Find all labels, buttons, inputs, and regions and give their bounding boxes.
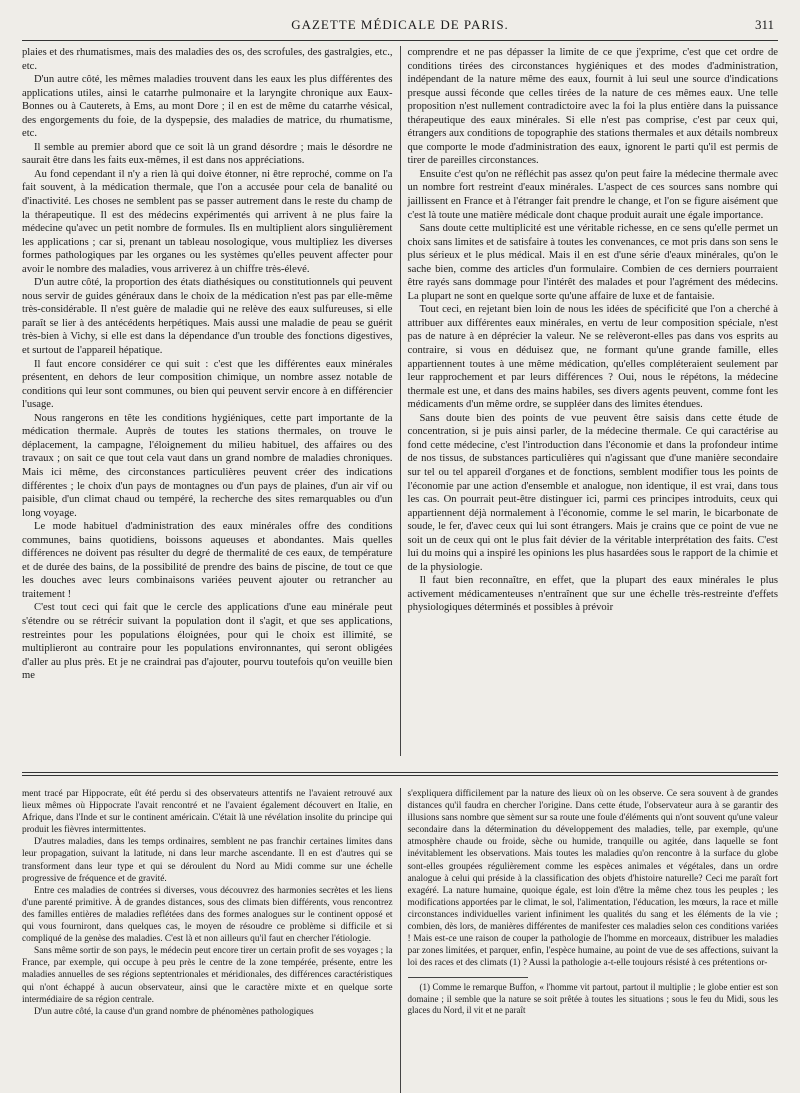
paragraph: Nous rangerons en tête les conditions hygiéniques, cette part importante de la médication thermale. Auprès de toutes les stations thermales, on trouve le déplacement, la campagne, l'éloignement du milieu habituel, des affaires ou des travaux ; on sait ce que tout cela vaut dans un grand nombre de maladies chroniques. Mais ici même, des circonstances particulières peuvent créer des indications différentes ; le choix d'un pays de montagnes ou d'un pays de plaines, d'un air vif ou paisible, d'un climat chaud ou tempéré, la recherche des sites remarquables ou d'un long voyage. (22, 412, 393, 519)
paragraph: Entre ces maladies de contrées si diverses, vous découvrez des harmonies secrètes et les liens d'une parenté primitive. À de grandes distances, sous des climats bien différents, vous rencontrez des familles entières de maladies reflétées dans des formes analogues sur le continent opposé et qui vous fourniront, dans quelques cas, le moyen de résoudre ce problème si difficile et si compliqué de la genèse des maladies. C'est là et non ailleurs qu'il faut en chercher l'étiologie. (22, 885, 393, 945)
paragraph: Ensuite c'est qu'on ne réfléchit pas assez qu'on peut faire la médecine thermale avec un nombre fort restreint d'eaux minérales. L'aspect de ces sources sans nombre qui jaillissent en France et à l'étranger fait prendre le change, et l'on se figure aisément que c'est là toute une matière médicale dont chaque produit aurait une égale importance. (407, 168, 778, 221)
paragraph: D'un autre côté, la proportion des états diathésiques ou constitutionnels qui peuvent nous servir de guides généraux dans le choix de la médication n'est pas par elle-même très-considérable. Il n'est guère de maladie qui ne relève des eaux sulfureuses, si elle paraît se lier à des antécédents herpétiques. Mais aussi une maladie de peau se guérit très-bien à Vichy, si elle est dans la dépendance d'un trouble des fonctions digestives, et surtout de l'appareil hépatique. (22, 277, 393, 357)
paragraph: D'un autre côté, les mêmes maladies trouvent dans les eaux les plus différentes des applications utiles, ainsi le catarrhe pulmonaire et la laryngite chronique aux Eaux-Bonnes ou à Cauterets, à Ems, au mont Dore ; il en est de même du catarrhe vésical, des engorgements du foie, de la dyspepsie, des maladies de matrice, du rhumatisme, etc. (22, 74, 393, 140)
section-divider (22, 772, 778, 776)
paragraph: Il faut bien reconnaître, en effet, que la plupart des eaux minérales le plus activement médicamenteuses n'entraînent que sur une échelle très-restreinte d'effets physiologiques déterminés et possibles à prévoir (407, 575, 778, 614)
paragraph: Sans doute cette multiplicité est une véritable richesse, en ce sens qu'elle permet un choix sans limites et de satisfaire à toutes les convenances, ce mot pris dans son sens le plus sérieux et le plus médical. Mais il en est d'une série d'eaux minérales, qu'on le sache bien, comme des articles d'un formulaire. Combien de ces derniers pourraient être rayés sans dommage pour l'intérêt des malades et pour l'agrément des médecins. La plupart ne sont en quelque sorte qu'une affaire de luxe et de fantaisie. (407, 223, 778, 302)
lower-section (22, 788, 778, 1093)
lower-right-column (401, 788, 779, 1093)
paragraph: ment tracé par Hippocrate, eût été perdu si des observateurs attentifs ne l'avaient retrouvé aux lieux mêmes où Hippocrate l'avait rencontré et ne l'avaient également découvert en Italie, en Afrique, dans l'Inde et sur le continent américain. C'était là une révélation insolite du principe qui produit les fièvres intermittentes. (22, 789, 393, 836)
paragraph: C'est tout ceci qui fait que le cercle des applications d'une eau minérale peut s'étendre ou se rétrécir suivant la population dont il s'agit, et que ses applications, restreintes pour les populations éloignées, pour qui le choix est illimité, se multiplieront au contraire pour les populations environnantes, qui seront obligées d'aller au plus près. Et je ne craindrai pas d'ajouter, pourvu toutefois qu'on veuille bien me (22, 602, 393, 682)
paragraph: D'autres maladies, dans les temps ordinaires, semblent ne pas franchir certaines limites dans leur propagation, suivant la latitude, ni dans leur marche ascendante. Il en est d'autres qui se transforment dans leur type et qui se déroulent du Nord au Midi comme sur une échelle progressive de fréquence et de gravité. (22, 837, 393, 884)
paragraph: Il faut encore considérer ce qui suit : c'est que les différentes eaux minérales présentent, en dehors de leur composition chimique, un nombre assez notable de conditions qui leur sont communes, ou bien qui peuvent servir encore à en différencier l'usage. (22, 358, 393, 411)
upper-right-column (401, 46, 779, 756)
page-header (22, 0, 778, 41)
footnote: (1) Comme le remarque Buffon, « l'homme vit partout, partout il multiplie ; le globe entier est son domaine ; il semble que la nature se soit prêtée à toutes les situations ; sous le feu du Midi, sous les glaces du Nord, il vit et ne paraît (407, 982, 778, 1016)
page-number: 311 (754, 17, 774, 32)
upper-section (22, 46, 778, 756)
paragraph: Tout ceci, en rejetant bien loin de nous les idées de spécificité que l'on a cherché à attribuer aux différentes eaux minérales, en vertu de leur composition spéciale, n'est pas de nature à en déprécier la valeur. Ne se relèveront-elles pas dans vos esprits au contraire, si vous en déduisez que, ne formant qu'une grande famille, elles appartiennent toutes à une même médication, qu'elles compléteraient seulement par leur rapprochement et par leurs différences ? Oui, nous le répétons, la médecine thermale est une, et dans des mains habiles, ses divers agents peuvent, comme font les médicaments d'un même ordre, se suppléer dans des limites étendues. (407, 304, 778, 411)
paragraph: Au fond cependant il n'y a rien là qui doive étonner, ni être reproché, comme on l'a fait souvent, à la médication thermale, que l'on a accusée pour cela de banalité ou d'inactivité. Les choses ne semblent pas se passer autrement dans le reste du champ de la thérapeutique. Il est des médecins expérimentés qui arrivent à ne plus faire la médecine qu'avec un petit nombre de formules. Ils en multiplient alors singulièrement les applications ; car si, prenant un tableau nosologique, vous multipliez les diverses formes pathologiques par les organes ou les systèmes qu'elles peuvent affecter pour avoir le nombre des maladies, vous arriverez à un chiffre très-élevé. (22, 168, 393, 275)
footnote-divider (408, 977, 528, 978)
paragraph: comprendre et ne pas dépasser la limite de ce que j'exprime, c'est que cet ordre de conditions tirées des circonstances hygiéniques et des modes d'administration, indépendant de la nature même des eaux, fournit à lui seul une source d'indications presque aussi féconde que celles tirées de la nature de ces mêmes eaux. Une telle proposition n'est nullement contradictoire avec la foi la plus entière dans la puissance thérapeutique des eaux minérales. Si elle n'est pas comprise, c'est par ceux qui, étrangers aux conditions de topographie des stations thermales et aux détails nombreux que comporte le mode d'administration des eaux, ignorent le parti qu'il est permis de tirer de pareilles circonstances. (407, 47, 778, 167)
upper-left-column (22, 46, 401, 756)
paragraph: Le mode habituel d'administration des eaux minérales offre des conditions communes, bains quotidiens, boissons aqueuses et abondantes. Mais quelles différences ne doivent pas résulter du degré de thermalité de ces eaux, de température et de durée des bains, de la possibilité de prendre des bains de piscine, de tout ce que les douches avec leurs combinaisons variées peuvent ajouter ou retrancher au traitement ! (22, 521, 393, 600)
running-title: GAZETTE MÉDICALE DE PARIS. (291, 17, 509, 32)
paragraph: Sans doute bien des points de vue peuvent être saisis dans cette étude de concentration, si je puis ainsi parler, de la médecine thermale. Ce qui caractérise au fond cette médecine, c'est l'introduction dans l'économie et dans la profondeur intime de nos tissus, de substances particulières qui n'agissant que d'une manière secondaire sur tel ou tel appareil d'organes et de fonctions, semblent modifier tous les points de l'économie par une action d'ensemble et analogue, non identique, il est vrai, dans tous les cas. On pourrait peut-être distinguer ici, parmi ces principes introduits, ceux qui appartiennent déjà normalement à l'économie, comme le sel marin, le bicarbonate de soude, le fer, d'avec ceux qui lui sont étrangers. Mais je crains que ce point de vue ne soit un de ceux qui ont le plus fait dévier de la véritable interprétation des faits. C'est lui du moins qui a inspiré les opinions les plus hasardées sous le rapport de la chimie et de la physiologie. (407, 412, 778, 573)
paragraph: D'un autre côté, la cause d'un grand nombre de phénomènes pathologiques (34, 1006, 314, 1017)
paragraph: Il semble au premier abord que ce soit là un grand désordre ; mais le désordre ne saurait être dans les faits eux-mêmes, il est dans nos appréciations. (22, 141, 393, 167)
paragraph: plaies et des rhumatismes, mais des maladies des os, des scrofules, des gastralgies, etc., etc. (22, 47, 393, 72)
lower-left-column (22, 788, 401, 1093)
paragraph: Sans même sortir de son pays, le médecin peut encore tirer un certain profit de ses voyages ; la France, par exemple, qui occupe à peu près le centre de la zone tempérée, présente, entre les maladies annuelles de ses régions septentrionales et méridionales, des différences caractéristiques qui n'ont échappé à aucun observateur, ainsi que le caractère mixte et en quelque sorte intermédiaire de sa région centrale. (22, 946, 393, 1005)
paragraph: s'expliquera difficilement par la nature des lieux où on les observe. Ce sera souvent à de grandes distances qu'il faudra en chercher l'origine. Dans cette étude, l'observateur aura à se garantir des illusions sans nombre que sèment sur sa route une foule d'éléments qui n'ont souvent qu'une valeur secondaire dans la détermination du développement des maladies, telle, par exemple, qu'une atmosphère chaude ou froide, sèche ou humide, tranquille ou agitée, dans laquelle se font inévitablement les observations. Mais toutes les maladies qu'on rencontre à la surface du globe sont-elles groupées régulièrement comme les espèces animales et végétales, dans un ordre analogue à celui qui préside à la classification des objets d'histoire naturelle? Ceci me paraît fort exagéré. La nature humaine, quoique égale, est loin d'être la même chez tous les peuples ; les modifications apportées par le climat, le sol, l'alimentation, l'éducation, les mœurs, la race et mille circonstances individuelles varient infiniment les qualités du sang et les éléments de la vie ; combien, dès lors, de manières différentes de manifester ces maladies selon ces conditions variées ! Mais est-ce une raison de couper la pathologie de l'homme en morceaux, distribuer les maladies par zones limitées, et parquer, enfin, l'espèce humaine, au point de vue de ses affections, suivant la loi des races et des climats (1) ? Aussi la pathologie a-t-elle toujours résisté à ces prétentions or- (407, 789, 778, 969)
